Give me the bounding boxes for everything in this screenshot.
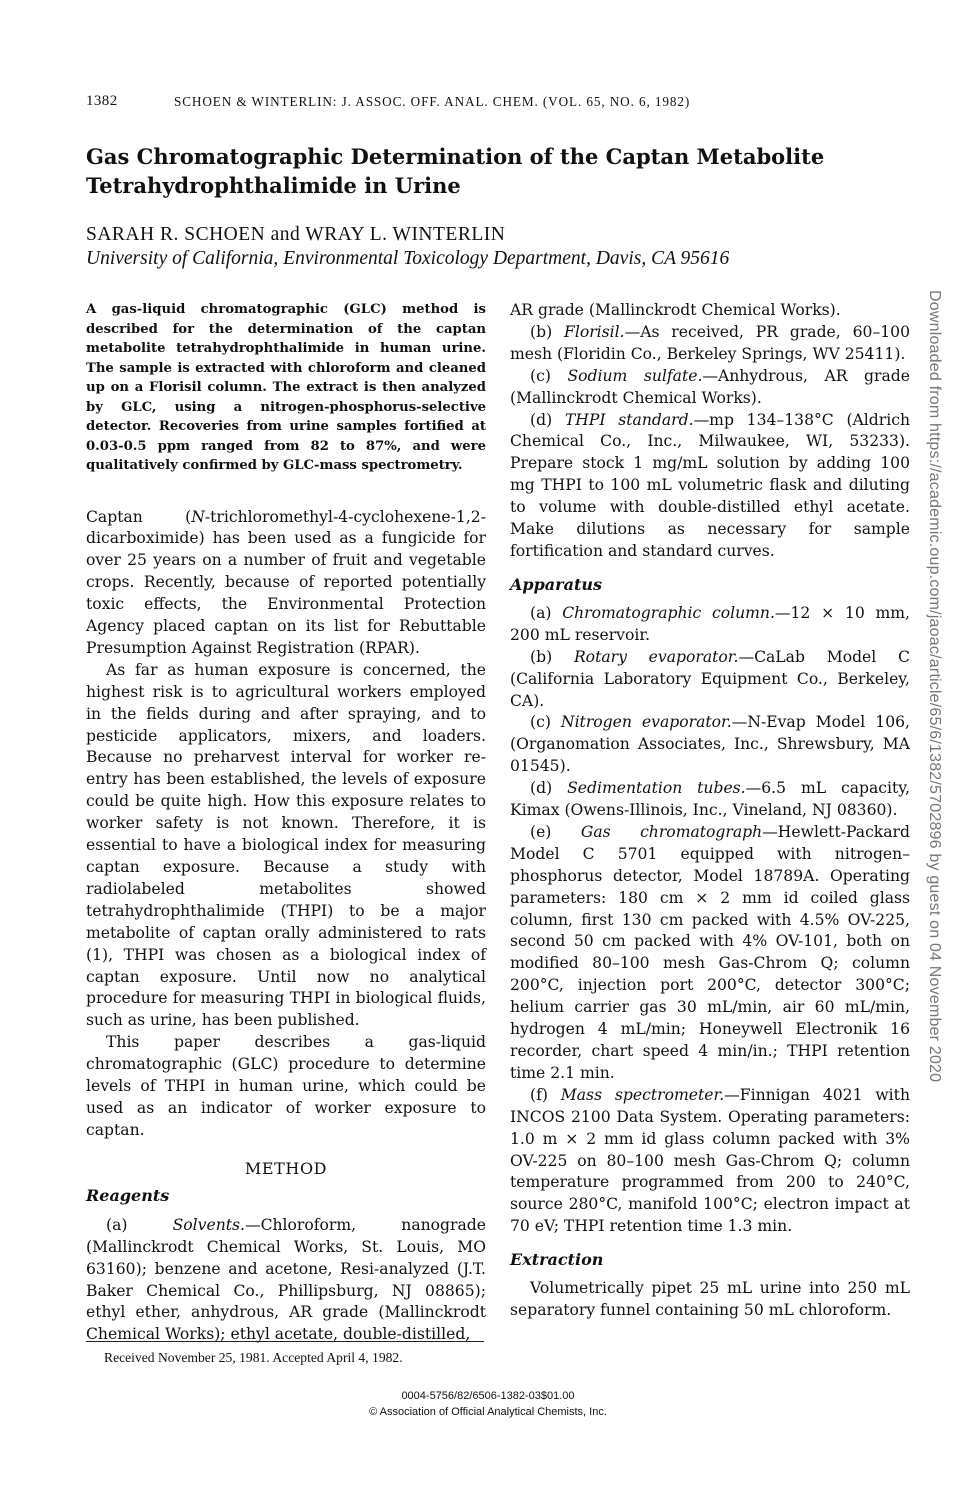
- left-column: [86, 300, 486, 1346]
- apparatus-e: (e) Gas chromatograph—Hewlett-Packard Model C 5701 equipped with nitrogen–phosphorus detector, Model 18789A. Operating parameters: 180 cm × 2 mm id coiled glass column, first 130 cm packed with 4.5% OV-225, second 50 cm packed with 4% OV-101, both on modified 80–100 mesh Gas-Chrom Q; column 200°C, injection port 200°C, detector 300°C; helium carrier gas 30 mL/min, air 60 mL/min, hydrogen 4 mL/min; Honeywell Electronik 16 recorder, chart speed 4 min/in.; THPI retention time 2.1 min.: [510, 822, 910, 1082]
- reagent-b: (b) Florisil.—As received, PR grade, 60–100 mesh (Floridin Co., Berkeley Springs, WV 25411).: [510, 322, 910, 363]
- reagents-heading: Reagents: [86, 1185, 170, 1205]
- article-title: [86, 142, 866, 200]
- intro-paragraph-1: Captan (N-trichloromethyl-4-cyclohexene-1,2-dicarboximide) has been used as a fungicide for over 25 years on a number of fruit and vegetable crops. Recently, because of reported potentially toxic effects, the Environmental Protection Agency placed captan on its list for Rebuttable Presumption Against Registration (RPAR).: [86, 507, 486, 657]
- received-footnote: Received November 25, 1981. Accepted April 4, 1982.: [104, 1350, 403, 1365]
- apparatus-c: (c) Nitrogen evaporator.—N-Evap Model 106, (Organomation Associates, Inc., Shrewsbury, MA 01545).: [510, 713, 911, 776]
- apparatus-d: (d) Sedimentation tubes.—6.5 mL capacity, Kimax (Owens-Illinois, Inc., Vineland, NJ 08360).: [510, 779, 910, 820]
- issn-line: 0004-5756/82/6506-1382-03$01.00: [401, 1390, 575, 1402]
- title-line-2: Tetrahydrophthalimide in Urine: [86, 173, 461, 198]
- apparatus-heading: Apparatus: [510, 574, 602, 594]
- authors: SARAH R. SCHOEN and WRAY L. WINTERLIN: [86, 224, 506, 245]
- copyright-line: © Association of Official Analytical Chemists, Inc.: [369, 1406, 607, 1418]
- download-watermark: Downloaded from https://academic.oup.com/jaoac/article/65/6/1382/5702896 by guest on 04 November 2020: [926, 290, 943, 1083]
- method-heading: METHOD: [244, 1158, 328, 1178]
- reagent-a: (a) Solvents.—Chloroform, nanograde (Mallinckrodt Chemical Works, St. Louis, MO 63160); benzene and acetone, Resi-analyzed (J.T. Baker Chemical Co., Phillipsburg, NJ 08865); ethyl ether, anhydrous, AR grade (Mallinckrodt Chemical Works); ethyl acetate, double-distilled,: [86, 1215, 486, 1344]
- title-line-1: Gas Chromatographic Determination of the Captan Metabolite: [86, 144, 825, 169]
- intro-paragraph-3: This paper describes a gas-liquid chromatographic (GLC) procedure to determine levels of THPI in human urine, which could be used as an indicator of worker exposure to captan.: [86, 1033, 486, 1139]
- intro-paragraph-2: As far as human exposure is concerned, the highest risk is to agricultural workers employed in the fields during and after spraying, and to pesticide applicators, mixers, and loaders. Because no preharvest interval for worker re-entry has been established, the levels of exposure could be quite high. How this exposure relates to worker safety is not known. Therefore, it is essential to have a biological index for measuring captan exposure. Because a study with radiolabeled metabolites showed tetrahydrophthalimide (THPI) to be a major metabolite of captan orally administered to rats (1), THPI was chosen as a biological index of captan exposure. Until now no analytical procedure for measuring THPI in biological fluids, such as urine, has been published.: [86, 660, 486, 1030]
- page-number: 1382: [86, 93, 118, 109]
- reagent-d: (d) THPI standard.—mp 134–138°C (Aldrich Chemical Co., Inc., Milwaukee, WI, 53233). Prepare stock 1 mg/mL solution by adding 100 mg THPI to 100 mL volumetric flask and diluting to volume with double-distilled ethyl acetate. Make dilutions as necessary for sample fortification and standard curves.: [510, 410, 910, 560]
- reagent-c: (c) Sodium sulfate.—Anhydrous, AR grade (Mallinckrodt Chemical Works).: [510, 366, 910, 407]
- footnote-rule: [86, 1341, 484, 1342]
- apparatus-b: (b) Rotary evaporator.—CaLab Model C (California Laboratory Equipment Co., Berkeley, CA).: [510, 647, 910, 710]
- apparatus-a: (a) Chromatographic column.—12 × 10 mm, 200 mL reservoir.: [510, 603, 911, 644]
- right-column: [510, 300, 910, 1322]
- reagent-a-continued: AR grade (Mallinckrodt Chemical Works).: [510, 301, 841, 319]
- affiliation: University of California, Environmental Toxicology Department, Davis, CA 95616: [86, 248, 730, 269]
- extraction-text: Volumetrically pipet 25 mL urine into 250 mL separatory funnel containing 50 mL chloroform.: [510, 1279, 910, 1320]
- apparatus-f: (f) Mass spectrometer.—Finnigan 4021 with INCOS 2100 Data System. Operating parameters: 1.0 m × 2 mm id glass column packed with 3% OV-225 on 80–100 mesh Gas-Chrom Q; column temperature programmed from 200 to 240°C, source 280°C, manifold 100°C; electron impact at 70 eV; THPI retention time 1.3 min.: [510, 1085, 910, 1236]
- running-head: SCHOEN & WINTERLIN: J. ASSOC. OFF. ANAL. CHEM. (VOL. 65, NO. 6, 1982): [174, 94, 691, 109]
- abstract: A gas-liquid chromatographic (GLC) method is described for the determination of the captan metabolite tetrahydrophthalimide in human urine. The sample is extracted with chloroform and cleaned up on a Florisil column. The extract is then analyzed by GLC, using a nitrogen-phosphorus-selective detector. Recoveries from urine samples fortified at 0.03-0.5 ppm ranged from 82 to 87%, and were qualitatively confirmed by GLC-mass spectrometry.: [86, 302, 486, 473]
- extraction-heading: Extraction: [510, 1250, 604, 1270]
- bottom-imprint: [0, 1388, 976, 1420]
